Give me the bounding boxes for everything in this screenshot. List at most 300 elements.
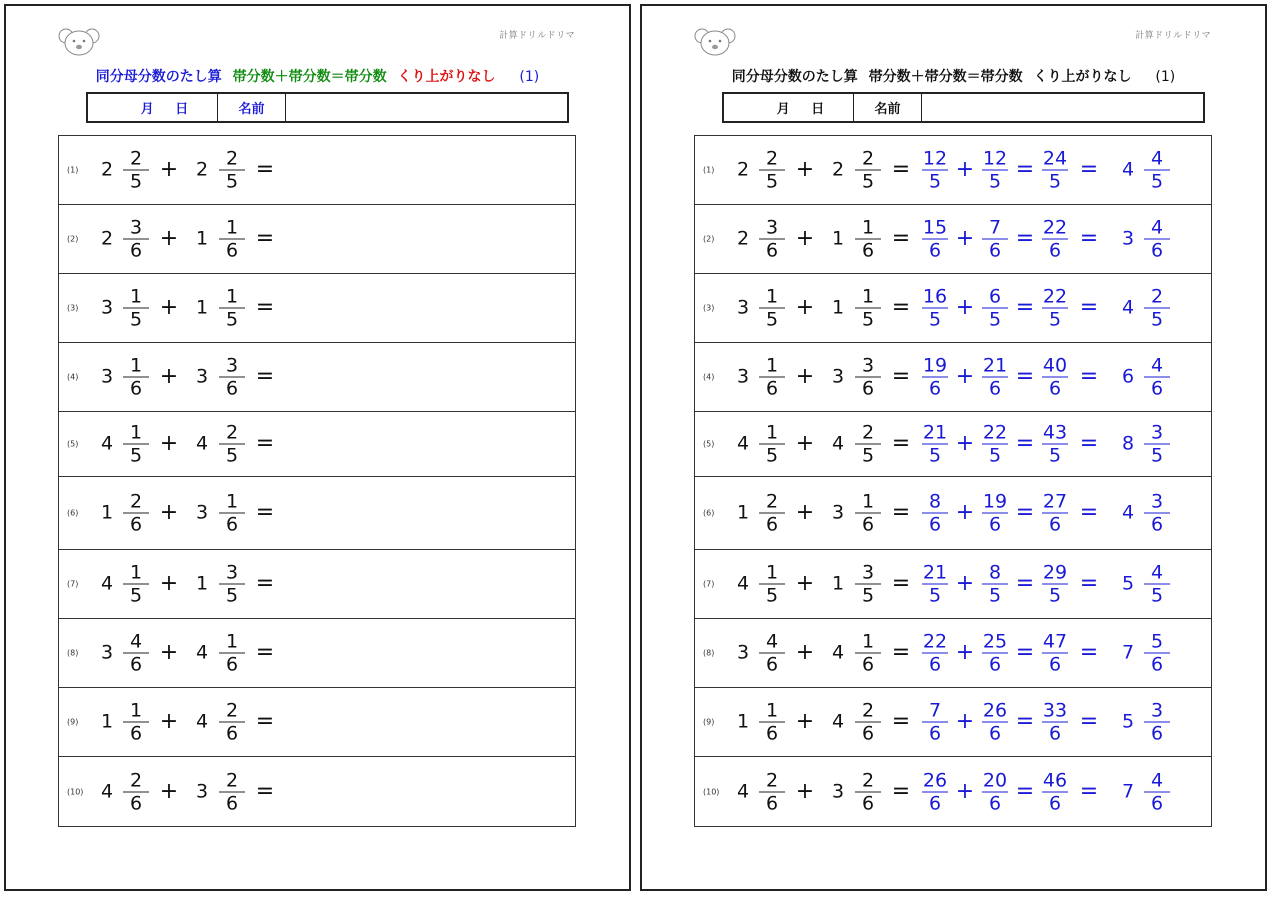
numerator: 2 [225,699,239,722]
numerator: 1 [765,285,779,308]
plus-sign: + [795,778,815,804]
answer-space[interactable] [284,627,567,679]
numerator: 2 [225,769,239,791]
equals-sign: = [891,778,911,804]
problem-row [59,136,575,205]
fraction-b [219,355,245,400]
numerator: 43 [1042,421,1068,444]
denominator: 6 [765,239,779,262]
fraction-b [855,355,881,400]
problem-row [695,274,1211,343]
equals-sign: = [891,157,911,182]
whole-number-a: 3 [100,296,114,319]
plus-sign: + [955,778,975,804]
answer-fraction [1144,700,1170,745]
answer-sheet [640,4,1267,891]
date-field[interactable] [724,94,854,121]
numerator: 3 [1150,490,1164,513]
fraction-a [123,286,149,331]
equals-sign: = [1015,295,1035,320]
denominator: 5 [988,170,1002,193]
whole-number-a: 3 [736,365,750,388]
answer-space[interactable] [284,144,567,196]
denominator: 6 [225,722,239,745]
problem-row [695,343,1211,412]
whole-number-b: 1 [195,572,209,595]
fraction-a [123,422,149,467]
denominator: 5 [988,584,1002,607]
denominator: 6 [129,722,143,745]
numerator: 46 [1042,769,1068,791]
numerator: 1 [225,285,239,308]
numerator: 47 [1042,630,1068,653]
numerator: 21 [982,354,1008,377]
fraction-a [759,148,785,193]
name-label: 名前 [874,102,901,117]
answer-whole-number: 4 [1121,296,1135,319]
answer-whole-number: 4 [1121,501,1135,524]
equals-sign: = [1079,500,1099,525]
improper-fraction-a [922,491,948,536]
fraction-b [855,217,881,262]
problem-number: (6) [703,508,715,518]
denominator: 6 [129,377,143,400]
whole-number-a: 4 [100,432,114,455]
problem-number: (4) [67,372,79,382]
denominator: 5 [129,308,143,331]
fraction-a [759,422,785,467]
fraction-b [219,217,245,262]
whole-number-a: 3 [100,365,114,388]
denominator: 6 [988,653,1002,676]
whole-number-a: 3 [736,641,750,664]
month-label: 月 [140,102,154,117]
problem-row [695,688,1211,757]
numerator: 1 [861,285,875,308]
whole-number-a: 4 [736,780,750,802]
equals-sign: = [1015,571,1035,596]
improper-fraction-a [922,217,948,262]
numerator: 15 [922,216,948,239]
numerator: 8 [988,561,1002,584]
numerator: 1 [861,630,875,653]
denominator: 6 [1150,239,1164,262]
name-label: 名前 [238,102,265,117]
problem-row [59,205,575,274]
numerator: 21 [922,561,948,584]
equals-sign: = [1079,431,1099,456]
fraction-a [759,217,785,262]
answer-fraction [1144,355,1170,400]
plus-sign: + [159,778,179,804]
problem-row [59,477,575,550]
numerator: 5 [1150,630,1164,653]
whole-number-b: 4 [831,641,845,664]
numerator: 1 [129,561,143,584]
fraction-a [759,769,785,814]
denominator: 6 [129,792,143,814]
equals-sign: = [1079,778,1099,804]
brand-label: 計算ドリルドリマ [1135,31,1211,41]
improper-fraction-b [982,217,1008,262]
plus-sign: + [159,157,179,182]
whole-number-b: 1 [195,296,209,319]
month-label: 月 [776,102,790,117]
denominator: 6 [928,792,942,814]
numerator: 1 [225,490,239,513]
equals-sign: = [1015,157,1035,182]
answer-whole-number: 7 [1121,780,1135,802]
equals-sign: = [1079,226,1099,251]
sum-fraction [1042,286,1068,331]
whole-number-a: 2 [736,227,750,250]
fraction-a [759,562,785,607]
plus-sign: + [795,157,815,182]
numerator: 3 [1150,699,1164,722]
sum-fraction [1042,355,1068,400]
answer-fraction [1144,217,1170,262]
answer-fraction [1144,769,1170,814]
improper-fraction-a [922,422,948,467]
denominator: 5 [928,444,942,467]
numerator: 2 [765,769,779,791]
denominator: 6 [129,513,143,536]
title-form: 帯分数＋帯分数＝帯分数 [232,69,387,85]
fraction-b [219,769,245,814]
denominator: 5 [1048,170,1062,193]
title-condition: くり上がりなし [1033,69,1132,85]
whole-number-a: 4 [100,780,114,802]
numerator: 1 [765,561,779,584]
equals-sign: = [1079,640,1099,665]
plus-sign: + [955,709,975,734]
whole-number-a: 4 [736,432,750,455]
improper-fraction-a [922,286,948,331]
numerator: 2 [861,147,875,170]
numerator: 1 [225,630,239,653]
sum-fraction [1042,217,1068,262]
fraction-b [219,286,245,331]
date-field[interactable] [88,94,218,121]
whole-number-b: 2 [831,158,845,181]
denominator: 6 [765,653,779,676]
problem-row [695,757,1211,826]
equals-sign: = [1015,640,1035,665]
plus-sign: + [159,571,179,596]
improper-fraction-b [982,286,1008,331]
fraction-b [219,148,245,193]
denominator: 6 [1150,377,1164,400]
problem-number: (1) [703,165,715,175]
name-label-cell [854,94,922,121]
fraction-a [123,355,149,400]
numerator: 3 [861,354,875,377]
denominator: 5 [765,308,779,331]
fraction-a [759,491,785,536]
denominator: 6 [988,792,1002,814]
sum-fraction [1042,769,1068,814]
numerator: 1 [765,699,779,722]
denominator: 6 [1048,792,1062,814]
numerator: 2 [129,490,143,513]
sum-fraction [1042,422,1068,467]
problem-row [695,136,1211,205]
denominator: 6 [988,239,1002,262]
whole-number-b: 3 [831,365,845,388]
numerator: 12 [922,147,948,170]
improper-fraction-b [982,769,1008,814]
improper-fraction-a [922,700,948,745]
problem-number: (2) [703,234,715,244]
sum-fraction [1042,700,1068,745]
fraction-b [855,631,881,676]
title-topic: 同分母分数のたし算 [95,69,222,85]
plus-sign: + [795,431,815,456]
title-condition: くり上がりなし [397,69,496,85]
numerator: 12 [982,147,1008,170]
numerator: 26 [982,699,1008,722]
koala-logo-icon [694,26,736,58]
numerator: 4 [129,630,143,653]
whole-number-b: 1 [831,572,845,595]
denominator: 6 [1150,792,1164,814]
denominator: 6 [1150,722,1164,745]
sum-fraction [1042,491,1068,536]
problem-number: (3) [703,303,715,313]
numerator: 2 [129,769,143,791]
denominator: 5 [1150,584,1164,607]
fraction-b [855,700,881,745]
plus-sign: + [955,500,975,525]
problem-number: (10) [703,787,720,796]
denominator: 6 [928,377,942,400]
problem-number: (2) [67,234,79,244]
whole-number-a: 3 [736,296,750,319]
denominator: 5 [861,170,875,193]
denominator: 6 [1048,653,1062,676]
whole-number-a: 3 [100,641,114,664]
answer-space[interactable] [284,558,567,610]
denominator: 6 [225,653,239,676]
answer-grid [694,135,1212,827]
numerator: 2 [861,421,875,444]
improper-fraction-a [922,148,948,193]
numerator: 1 [129,285,143,308]
plus-sign: + [955,571,975,596]
problem-row [59,550,575,619]
numerator: 3 [225,561,239,584]
problem-number: (7) [703,579,715,589]
fraction-b [855,769,881,814]
denominator: 6 [1048,513,1062,536]
problem-row [695,619,1211,688]
title-form: 帯分数＋帯分数＝帯分数 [868,69,1023,85]
sum-fraction [1042,148,1068,193]
denominator: 6 [1150,513,1164,536]
numerator: 2 [765,490,779,513]
equals-sign: = [1015,500,1035,525]
plus-sign: + [795,364,815,389]
problem-row [695,477,1211,550]
denominator: 6 [928,653,942,676]
answer-fraction [1144,422,1170,467]
fraction-b [219,631,245,676]
equals-sign: = [255,226,275,251]
equals-sign: = [891,500,911,525]
name-field[interactable] [922,94,1203,121]
denominator: 5 [1150,444,1164,467]
denominator: 5 [988,444,1002,467]
equals-sign: = [255,364,275,389]
improper-fraction-b [982,562,1008,607]
numerator: 3 [861,561,875,584]
improper-fraction-b [982,700,1008,745]
numerator: 33 [1042,699,1068,722]
whole-number-b: 3 [831,501,845,524]
improper-fraction-b [982,355,1008,400]
equals-sign: = [891,364,911,389]
name-field[interactable] [286,94,567,121]
numerator: 4 [765,630,779,653]
plus-sign: + [159,500,179,525]
whole-number-a: 4 [100,572,114,595]
answer-whole-number: 3 [1121,227,1135,250]
numerator: 1 [129,421,143,444]
plus-sign: + [159,640,179,665]
whole-number-b: 2 [195,158,209,181]
denominator: 5 [928,584,942,607]
fraction-b [219,491,245,536]
equals-sign: = [891,431,911,456]
improper-fraction-a [922,355,948,400]
plus-sign: + [955,226,975,251]
improper-fraction-b [982,491,1008,536]
equals-sign: = [255,295,275,320]
whole-number-b: 1 [195,227,209,250]
whole-number-a: 1 [100,501,114,524]
denominator: 5 [928,308,942,331]
numerator: 6 [988,285,1002,308]
plus-sign: + [159,709,179,734]
denominator: 5 [129,444,143,467]
whole-number-b: 3 [195,365,209,388]
numerator: 21 [922,421,948,444]
day-label: 日 [175,102,189,117]
plus-sign: + [955,640,975,665]
fraction-b [219,562,245,607]
answer-fraction [1144,286,1170,331]
answer-space[interactable] [284,485,567,541]
equals-sign: = [255,571,275,596]
plus-sign: + [795,226,815,251]
denominator: 5 [765,444,779,467]
numerator: 2 [1150,285,1164,308]
whole-number-b: 1 [831,227,845,250]
numerator: 3 [129,216,143,239]
problem-number: (5) [67,439,79,449]
numerator: 1 [765,421,779,444]
whole-number-a: 1 [736,501,750,524]
numerator: 7 [988,216,1002,239]
plus-sign: + [159,295,179,320]
answer-fraction [1144,148,1170,193]
problem-row [59,412,575,477]
denominator: 5 [861,308,875,331]
plus-sign: + [159,364,179,389]
denominator: 6 [861,792,875,814]
improper-fraction-b [982,148,1008,193]
whole-number-b: 1 [831,296,845,319]
denominator: 6 [129,653,143,676]
whole-number-b: 3 [195,501,209,524]
title-number: (1) [1155,69,1176,85]
worksheet-title [642,66,1265,86]
problem-number: (8) [703,648,715,658]
answer-space[interactable] [284,282,567,334]
question-sheet [4,4,631,891]
plus-sign: + [795,571,815,596]
numerator: 1 [861,216,875,239]
numerator: 22 [982,421,1008,444]
equals-sign: = [1079,295,1099,320]
equals-sign: = [1079,571,1099,596]
numerator: 4 [1150,147,1164,170]
answer-space[interactable] [284,765,567,818]
denominator: 5 [1150,170,1164,193]
whole-number-b: 4 [195,641,209,664]
denominator: 6 [225,513,239,536]
answer-space[interactable] [284,351,567,403]
answer-space[interactable] [284,696,567,748]
equals-sign: = [1015,364,1035,389]
denominator: 6 [1048,239,1062,262]
equals-sign: = [255,157,275,182]
denominator: 6 [1150,653,1164,676]
whole-number-b: 4 [831,710,845,733]
numerator: 3 [1150,421,1164,444]
numerator: 26 [922,769,948,791]
fraction-a [123,491,149,536]
problem-row [59,343,575,412]
numerator: 4 [1150,354,1164,377]
denominator: 5 [1048,584,1062,607]
numerator: 19 [922,354,948,377]
fraction-b [855,562,881,607]
equals-sign: = [1079,709,1099,734]
plus-sign: + [795,640,815,665]
plus-sign: + [159,431,179,456]
numerator: 7 [928,699,942,722]
answer-space[interactable] [284,420,567,468]
answer-whole-number: 4 [1121,158,1135,181]
numerator: 19 [982,490,1008,513]
denominator: 6 [225,792,239,814]
sum-fraction [1042,631,1068,676]
problem-number: (5) [703,439,715,449]
answer-space[interactable] [284,213,567,265]
numerator: 20 [982,769,1008,791]
problem-row [59,688,575,757]
numerator: 2 [225,421,239,444]
numerator: 1 [225,216,239,239]
denominator: 5 [928,170,942,193]
answer-fraction [1144,491,1170,536]
title-number: (1) [519,69,540,85]
problem-number: (4) [703,372,715,382]
numerator: 8 [928,490,942,513]
numerator: 1 [129,354,143,377]
denominator: 6 [861,513,875,536]
